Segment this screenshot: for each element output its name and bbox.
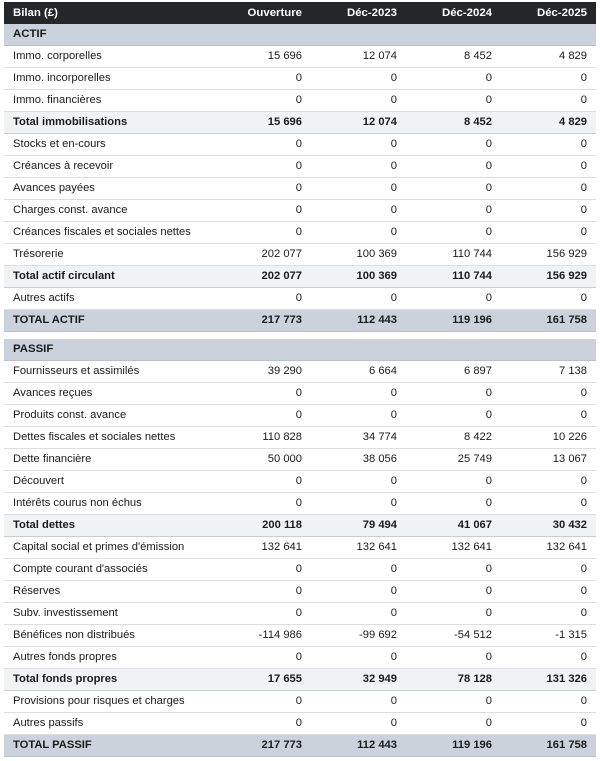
row-value: 161 758 <box>501 310 596 332</box>
row-value: 10 226 <box>501 427 596 449</box>
row-value: 0 <box>501 156 596 178</box>
row-value: 0 <box>406 691 501 713</box>
row-value: 0 <box>216 471 311 493</box>
row-label: Immo. corporelles <box>4 46 216 68</box>
row-value: 0 <box>216 647 311 669</box>
row-value: 0 <box>216 493 311 515</box>
table-row <box>4 449 596 471</box>
row-value: 0 <box>501 559 596 581</box>
row-value: 0 <box>406 405 501 427</box>
row-value: 200 118 <box>216 515 311 537</box>
row-label: Autres actifs <box>4 288 216 310</box>
row-value: 0 <box>216 405 311 427</box>
row-label: Provisions pour risques et charges <box>4 691 216 713</box>
row-value: 0 <box>501 647 596 669</box>
row-value: 6 897 <box>406 361 501 383</box>
row-value: 38 056 <box>311 449 406 471</box>
row-value: -1 315 <box>501 625 596 647</box>
row-value: 100 369 <box>311 244 406 266</box>
column-header-dec-2023: Déc-2023 <box>311 2 406 24</box>
row-label: Avances payées <box>4 178 216 200</box>
row-value: 0 <box>311 68 406 90</box>
row-label: Total actif circulant <box>4 266 216 288</box>
row-value: 202 077 <box>216 244 311 266</box>
row-value: 8 452 <box>406 112 501 134</box>
row-value: 25 749 <box>406 449 501 471</box>
row-value: 34 774 <box>311 427 406 449</box>
row-value: 0 <box>406 383 501 405</box>
row-value: 50 000 <box>216 449 311 471</box>
row-value: 0 <box>406 156 501 178</box>
row-value: 0 <box>501 691 596 713</box>
row-label: Autres passifs <box>4 713 216 735</box>
subtotal-row <box>4 266 596 288</box>
table-row <box>4 68 596 90</box>
row-value: 0 <box>311 713 406 735</box>
row-label: Charges const. avance <box>4 200 216 222</box>
row-value: 0 <box>216 559 311 581</box>
row-value: 0 <box>501 288 596 310</box>
subtotal-row <box>4 669 596 691</box>
row-value: 0 <box>501 222 596 244</box>
table-row <box>4 90 596 112</box>
row-value: 0 <box>311 222 406 244</box>
header-row <box>4 2 596 24</box>
row-value: 0 <box>216 603 311 625</box>
row-value: 0 <box>311 134 406 156</box>
section-header-actif <box>4 24 596 46</box>
row-value: 0 <box>501 68 596 90</box>
row-value: 4 829 <box>501 46 596 68</box>
row-value: 0 <box>311 647 406 669</box>
row-label: Produits const. avance <box>4 405 216 427</box>
row-label: Total dettes <box>4 515 216 537</box>
row-label: Intérêts courus non échus <box>4 493 216 515</box>
row-value: 0 <box>501 405 596 427</box>
row-value: 8 452 <box>406 46 501 68</box>
row-label: Total immobilisations <box>4 112 216 134</box>
row-value: 0 <box>501 178 596 200</box>
row-value: 0 <box>406 90 501 112</box>
row-label: Stocks et en-cours <box>4 134 216 156</box>
row-value: 0 <box>216 200 311 222</box>
row-value: 15 696 <box>216 46 311 68</box>
row-value: 202 077 <box>216 266 311 288</box>
row-value: 0 <box>216 178 311 200</box>
section-header-actif-label: ACTIF <box>4 24 596 46</box>
table-header <box>4 2 596 24</box>
row-value: 0 <box>406 493 501 515</box>
table-row <box>4 471 596 493</box>
row-value: 0 <box>311 383 406 405</box>
row-value: 0 <box>406 68 501 90</box>
row-label: Total fonds propres <box>4 669 216 691</box>
row-label: Subv. investissement <box>4 603 216 625</box>
row-value: 0 <box>501 383 596 405</box>
subtotal-row <box>4 112 596 134</box>
table-row <box>4 244 596 266</box>
row-value: 100 369 <box>311 266 406 288</box>
row-value: 0 <box>501 493 596 515</box>
row-value: 0 <box>311 178 406 200</box>
row-value: 32 949 <box>311 669 406 691</box>
row-label: TOTAL PASSIF <box>4 735 216 757</box>
row-value: 0 <box>501 713 596 735</box>
row-value: 41 067 <box>406 515 501 537</box>
row-value: 161 758 <box>501 735 596 757</box>
row-label: Avances reçues <box>4 383 216 405</box>
row-value: 132 641 <box>501 537 596 559</box>
row-value: 0 <box>406 647 501 669</box>
table-row <box>4 713 596 735</box>
row-value: 0 <box>216 288 311 310</box>
row-label: Compte courant d'associés <box>4 559 216 581</box>
row-label: Bénéfices non distribués <box>4 625 216 647</box>
row-value: 110 744 <box>406 244 501 266</box>
table-row <box>4 405 596 427</box>
row-value: 4 829 <box>501 112 596 134</box>
row-value: 0 <box>501 471 596 493</box>
row-value: 8 422 <box>406 427 501 449</box>
row-value: 0 <box>216 581 311 603</box>
section-spacer-cell <box>4 332 596 339</box>
table-body <box>4 24 596 757</box>
row-value: 0 <box>216 222 311 244</box>
row-value: 15 696 <box>216 112 311 134</box>
row-value: 0 <box>216 691 311 713</box>
row-label: Immo. incorporelles <box>4 68 216 90</box>
table-row <box>4 603 596 625</box>
row-value: 0 <box>406 603 501 625</box>
row-value: 0 <box>216 383 311 405</box>
row-value: 112 443 <box>311 735 406 757</box>
row-label: Autres fonds propres <box>4 647 216 669</box>
row-value: 0 <box>311 200 406 222</box>
row-value: 119 196 <box>406 310 501 332</box>
table-row <box>4 156 596 178</box>
table-row <box>4 691 596 713</box>
row-value: 30 432 <box>501 515 596 537</box>
row-value: 79 494 <box>311 515 406 537</box>
row-label: Créances fiscales et sociales nettes <box>4 222 216 244</box>
row-label: Réserves <box>4 581 216 603</box>
table-row <box>4 178 596 200</box>
table-row <box>4 361 596 383</box>
row-value: 0 <box>311 288 406 310</box>
column-header-dec-2024: Déc-2024 <box>406 2 501 24</box>
row-value: 0 <box>216 134 311 156</box>
row-value: 7 138 <box>501 361 596 383</box>
row-value: 0 <box>216 156 311 178</box>
row-value: 12 074 <box>311 46 406 68</box>
row-value: 0 <box>216 713 311 735</box>
row-value: 132 641 <box>311 537 406 559</box>
row-label: Dettes fiscales et sociales nettes <box>4 427 216 449</box>
row-label: Fournisseurs et assimilés <box>4 361 216 383</box>
row-value: 110 828 <box>216 427 311 449</box>
row-value: 0 <box>311 581 406 603</box>
row-label: TOTAL ACTIF <box>4 310 216 332</box>
table-row <box>4 493 596 515</box>
table-row <box>4 383 596 405</box>
row-value: 17 655 <box>216 669 311 691</box>
table-row <box>4 288 596 310</box>
row-value: 0 <box>501 90 596 112</box>
section-spacer <box>4 332 596 339</box>
table-row <box>4 134 596 156</box>
row-value: 0 <box>406 471 501 493</box>
row-label: Capital social et primes d'émission <box>4 537 216 559</box>
row-value: 0 <box>501 200 596 222</box>
row-value: 0 <box>216 90 311 112</box>
row-label: Immo. financières <box>4 90 216 112</box>
row-value: 0 <box>406 559 501 581</box>
row-value: 0 <box>501 581 596 603</box>
table-row <box>4 559 596 581</box>
row-value: 217 773 <box>216 735 311 757</box>
row-value: 13 067 <box>501 449 596 471</box>
row-value: 0 <box>406 581 501 603</box>
row-value: 0 <box>406 200 501 222</box>
column-header-ouverture: Ouverture <box>216 2 311 24</box>
row-value: 112 443 <box>311 310 406 332</box>
row-value: 0 <box>311 90 406 112</box>
row-value: 217 773 <box>216 310 311 332</box>
row-value: 156 929 <box>501 266 596 288</box>
table-row <box>4 200 596 222</box>
section-header-passif <box>4 339 596 361</box>
row-value: 0 <box>501 603 596 625</box>
row-value: 0 <box>406 134 501 156</box>
grand-total-row <box>4 735 596 757</box>
row-value: 0 <box>406 178 501 200</box>
row-label: Créances à recevoir <box>4 156 216 178</box>
table-row <box>4 222 596 244</box>
row-value: 0 <box>501 134 596 156</box>
row-value: 78 128 <box>406 669 501 691</box>
subtotal-row <box>4 515 596 537</box>
row-value: 0 <box>311 603 406 625</box>
row-value: 12 074 <box>311 112 406 134</box>
row-value: 0 <box>406 713 501 735</box>
row-value: 0 <box>311 471 406 493</box>
row-label: Dette financière <box>4 449 216 471</box>
table-row <box>4 537 596 559</box>
row-value: 132 641 <box>216 537 311 559</box>
table-row <box>4 647 596 669</box>
section-header-passif-label: PASSIF <box>4 339 596 361</box>
row-value: 131 326 <box>501 669 596 691</box>
balance-sheet-table <box>4 2 596 757</box>
table-row <box>4 625 596 647</box>
row-value: -99 692 <box>311 625 406 647</box>
row-value: 110 744 <box>406 266 501 288</box>
row-value: 0 <box>311 691 406 713</box>
column-header-label: Bilan (£) <box>4 2 216 24</box>
row-value: -54 512 <box>406 625 501 647</box>
row-label: Découvert <box>4 471 216 493</box>
table-row <box>4 581 596 603</box>
grand-total-row <box>4 310 596 332</box>
row-value: 0 <box>311 559 406 581</box>
row-value: -114 986 <box>216 625 311 647</box>
row-label: Trésorerie <box>4 244 216 266</box>
table-row <box>4 46 596 68</box>
column-header-dec-2025: Déc-2025 <box>501 2 596 24</box>
row-value: 0 <box>311 405 406 427</box>
row-value: 0 <box>311 156 406 178</box>
row-value: 156 929 <box>501 244 596 266</box>
row-value: 0 <box>216 68 311 90</box>
row-value: 39 290 <box>216 361 311 383</box>
row-value: 132 641 <box>406 537 501 559</box>
row-value: 0 <box>406 222 501 244</box>
row-value: 6 664 <box>311 361 406 383</box>
row-value: 0 <box>311 493 406 515</box>
row-value: 119 196 <box>406 735 501 757</box>
table-row <box>4 427 596 449</box>
row-value: 0 <box>406 288 501 310</box>
